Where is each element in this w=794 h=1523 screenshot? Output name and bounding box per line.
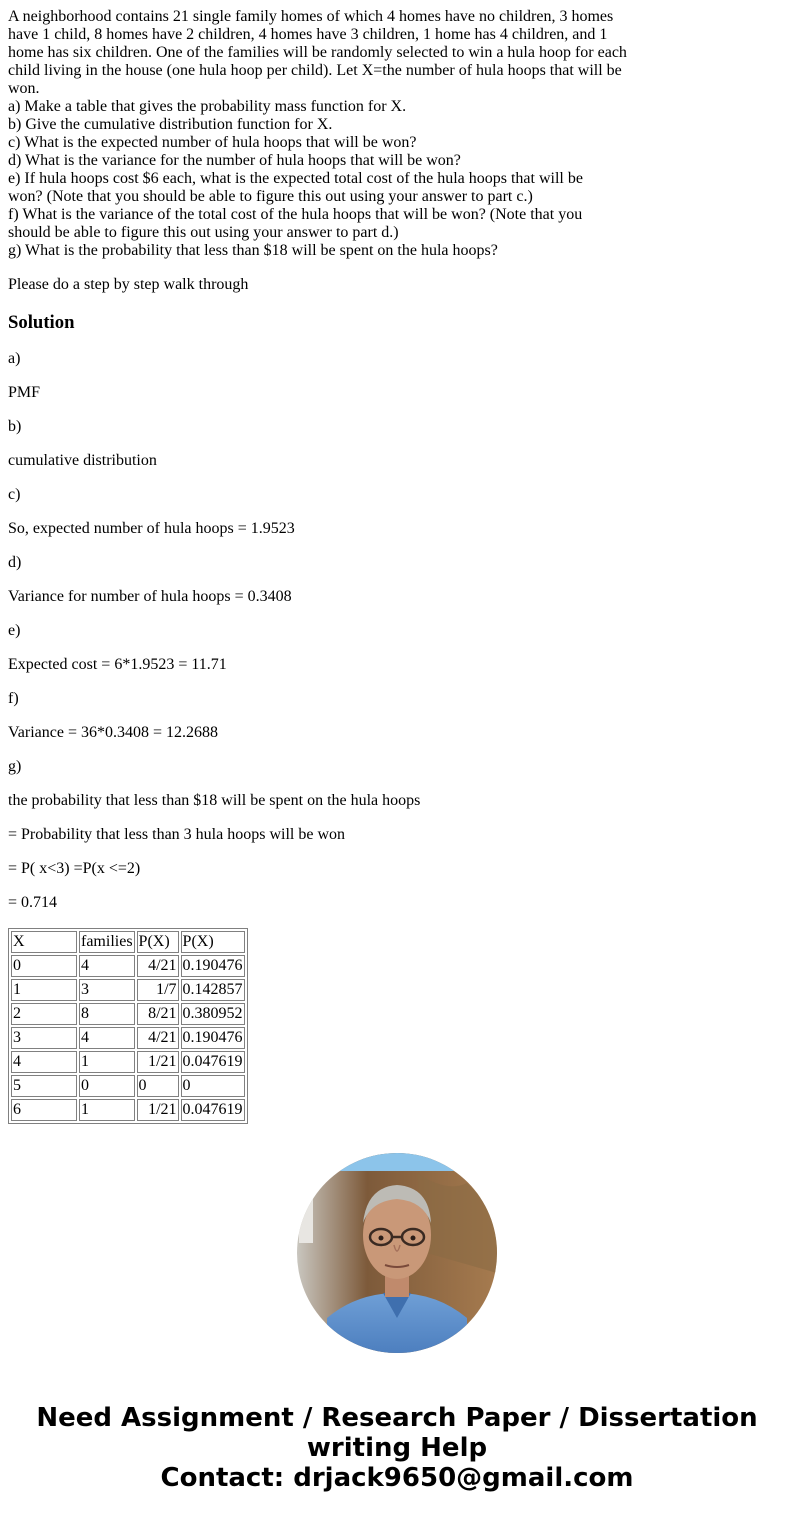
table-cell: 8/21	[137, 1003, 179, 1025]
table-cell: 4	[11, 1051, 77, 1073]
table-cell: 1/21	[137, 1051, 179, 1073]
table-header-cell: P(X)	[181, 931, 245, 953]
table-row	[11, 1051, 245, 1073]
table-cell: 6	[11, 1099, 77, 1121]
table-cell: 0	[11, 955, 77, 977]
table-cell: 0.047619	[181, 1099, 245, 1121]
table-cell: 3	[79, 979, 135, 1001]
solution-paragraph: a)	[8, 350, 21, 367]
question-line: f) What is the variance of the total cost of the hula hoops that will be won? (Note that you	[8, 206, 583, 223]
solution-paragraph: = 0.714	[8, 894, 58, 911]
table-row	[11, 1003, 245, 1025]
question-line: c) What is the expected number of hula hoops that will be won?	[8, 134, 417, 151]
table-cell: 0	[181, 1075, 245, 1097]
table-header-cell: X	[11, 931, 77, 953]
solution-paragraph: cumulative distribution	[8, 452, 157, 469]
solution-paragraph: g)	[8, 758, 22, 775]
solution-paragraph: d)	[8, 554, 22, 571]
solution-paragraph: the probability that less than $18 will be spent on the hula hoops	[8, 792, 421, 809]
table-cell: 0	[137, 1075, 179, 1097]
solution-body	[8, 350, 638, 912]
solution-paragraph: Variance for number of hula hoops = 0.3408	[8, 588, 292, 605]
table-cell: 1	[79, 1099, 135, 1121]
solution-paragraph: e)	[8, 622, 21, 639]
solution-paragraph: = Probability that less than 3 hula hoops will be won	[8, 826, 345, 843]
solution-paragraph: PMF	[8, 384, 41, 401]
table-cell: 0.190476	[181, 955, 245, 977]
table-row	[11, 1075, 245, 1097]
table-cell: 1/7	[137, 979, 179, 1001]
table-cell: 2	[11, 1003, 77, 1025]
footer-banner	[0, 1403, 794, 1493]
solution-paragraph: c)	[8, 486, 21, 503]
table-cell: 4	[79, 1027, 135, 1049]
table-cell: 4/21	[137, 955, 179, 977]
question-line: e) If hula hoops cost $6 each, what is the expected total cost of the hula hoops that will be	[8, 170, 583, 187]
table-cell: 1	[79, 1051, 135, 1073]
table-cell: 5	[11, 1075, 77, 1097]
question-line: a) Make a table that gives the probability mass function for X.	[8, 98, 407, 115]
table-row	[11, 955, 245, 977]
table-cell: 1	[11, 979, 77, 1001]
question-line: g) What is the probability that less than $18 will be spent on the hula hoops?	[8, 242, 498, 259]
question-line: home has six children. One of the families will be randomly selected to win a hula hoop for each	[8, 44, 627, 61]
table-row	[11, 1027, 245, 1049]
question-line: child living in the house (one hula hoop per child). Let X=the number of hula hoops that will be	[8, 62, 622, 79]
table-cell: 0	[79, 1075, 135, 1097]
solution-paragraph: Variance = 36*0.3408 = 12.2688	[8, 724, 219, 741]
question-line: have 1 child, 8 homes have 2 children, 4 homes have 3 children, 1 home has 4 children, and 1	[8, 26, 608, 43]
solution-paragraph: b)	[8, 418, 22, 435]
question-line: b) Give the cumulative distribution function for X.	[8, 116, 333, 133]
question-line: won.	[8, 80, 40, 97]
solution-paragraph: f)	[8, 690, 19, 707]
table-header-row	[11, 931, 245, 953]
question-line: won? (Note that you should be able to figure this out using your answer to part c.)	[8, 188, 533, 205]
footer-contact: Contact: drjack9650@gmail.com	[160, 1463, 634, 1493]
table-cell: 1/21	[137, 1099, 179, 1121]
request-text: Please do a step by step walk through	[8, 276, 249, 293]
avatar-portrait-image	[297, 1153, 497, 1353]
table-cell: 4	[79, 955, 135, 977]
question-line: d) What is the variance for the number of hula hoops that will be won?	[8, 152, 461, 169]
question-line: should be able to figure this out using your answer to part d.)	[8, 224, 399, 241]
table-cell: 0.380952	[181, 1003, 245, 1025]
table-cell: 0.142857	[181, 979, 245, 1001]
table-header-cell: families	[79, 931, 135, 953]
table-cell: 8	[79, 1003, 135, 1025]
avatar	[297, 1153, 497, 1353]
page-content	[8, 8, 638, 1124]
solution-heading: Solution	[8, 312, 75, 333]
question-line: A neighborhood contains 21 single family homes of which 4 homes have no children, 3 homes	[8, 8, 614, 25]
solution-paragraph: So, expected number of hula hoops = 1.9523	[8, 520, 295, 537]
question-text	[8, 8, 638, 260]
table-row	[11, 1099, 245, 1121]
table-row	[11, 979, 245, 1001]
solution-paragraph: = P( x<3) =P(x <=2)	[8, 860, 141, 877]
footer-line: Need Assignment / Research Paper / Dissertation	[36, 1403, 758, 1433]
table-cell: 4/21	[137, 1027, 179, 1049]
table-header-cell: P(X)	[137, 931, 179, 953]
footer-line: writing Help	[306, 1433, 488, 1463]
solution-paragraph: Expected cost = 6*1.9523 = 11.71	[8, 656, 227, 673]
table-cell: 3	[11, 1027, 77, 1049]
table-cell: 0.190476	[181, 1027, 245, 1049]
table-cell: 0.047619	[181, 1051, 245, 1073]
pmf-table	[8, 928, 248, 1124]
